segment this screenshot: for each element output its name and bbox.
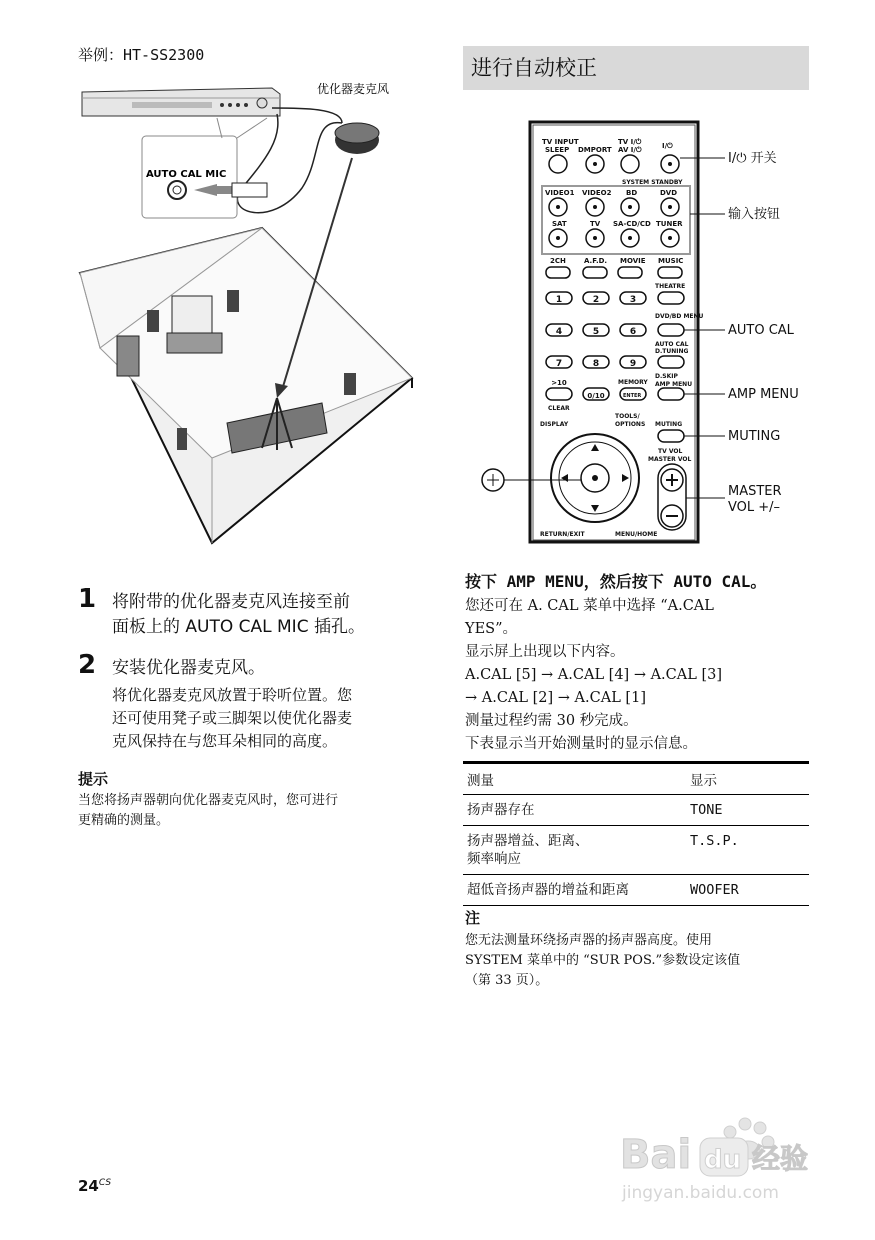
callout-auto-cal: AUTO CAL (728, 323, 794, 338)
step-1-number: 1 (78, 584, 97, 614)
step-1-title-line: 面板上的 AUTO CAL MIC 插孔。 (112, 617, 365, 637)
optimizer-microphone (335, 123, 379, 154)
label-auto-cal: AUTO CAL (655, 341, 689, 348)
label-tuner: TUNER (656, 220, 683, 228)
label-tv: TV (590, 220, 601, 228)
label-system-standby: SYSTEM STANDBY (622, 179, 683, 186)
note-line: （第 33 页）。 (465, 973, 549, 988)
step-2-body-line: 将优化器麦克风放置于聆听位置。您 (112, 686, 353, 704)
measurement-table (463, 761, 809, 906)
callout-master-vol-line1: MASTER (728, 484, 782, 499)
callout-amp-menu: AMP MENU (728, 387, 799, 402)
label-muting: MUTING (655, 421, 683, 428)
label-theatre: THEATRE (655, 283, 686, 290)
instruction-line: 显示屏上出现以下内容。 (465, 644, 625, 660)
cell-text: 超低音扬声器的增益和距离 (467, 882, 629, 898)
note-heading: 注 (465, 909, 481, 927)
directional-pad (551, 434, 639, 522)
master-volume-buttons (658, 464, 686, 530)
label-sleep: SLEEP (545, 146, 570, 154)
label-2ch: 2CH (550, 257, 566, 265)
instruction-line: A.CAL [5] → A.CAL [4] → A.CAL [3] (465, 667, 723, 683)
label-tools: TOOLS/ (615, 413, 640, 420)
step-2-title: 安装优化器麦克风。 (112, 658, 265, 678)
measurement-table-wrap (463, 761, 809, 906)
label-tv-power: TV I/⏻ (618, 138, 642, 146)
label-sacd: SA-CD/CD (613, 220, 651, 228)
step-2-number: 2 (78, 650, 97, 680)
tip-heading: 提示 (78, 770, 109, 788)
label-dvdbd-menu: DVD/BD MENU (655, 313, 704, 320)
step-2-body-line: 还可使用凳子或三脚架以使优化器麦 (112, 709, 353, 727)
page-number-value: 24 (78, 1177, 99, 1195)
num-7: 7 (555, 359, 563, 369)
label-video2: VIDEO2 (582, 189, 612, 197)
baidu-watermark (620, 1110, 830, 1210)
page-number-suffix: CS (98, 1178, 112, 1188)
instruction-heading: 按下 AMP MENU，然后按下 AUTO CAL。 (465, 572, 767, 591)
label-afd: A.F.D. (584, 257, 608, 265)
col-header-measurement: 测量 (463, 763, 686, 795)
cell-measurement (463, 795, 686, 826)
cell-text: 扬声器存在 (467, 802, 535, 818)
label-return-exit: RETURN/EXIT (540, 531, 585, 538)
num-3: 3 (629, 295, 637, 305)
label-av-power: AV I/⏻ (618, 146, 642, 154)
mic-label: 优化器麦克风 (317, 82, 390, 96)
auto-cal-mic-jack (142, 136, 267, 218)
callout-power: I/⏻ 开关 (728, 151, 777, 166)
room-box (80, 228, 412, 543)
setup-diagram (72, 78, 422, 558)
table-row (463, 795, 809, 826)
watermark-url: jingyan.baidu.com (622, 1183, 779, 1203)
label-dvd: DVD (660, 189, 678, 197)
cell-text: 扬声器增益、距离、 (467, 833, 589, 849)
cell-text: 频率响应 (467, 851, 521, 867)
step-2-body (112, 684, 352, 753)
jack-label: AUTO CAL MIC (146, 169, 227, 180)
label-dskip: D.SKIP (655, 373, 678, 380)
table-row (463, 875, 809, 906)
cell-display: WOOFER (686, 875, 809, 906)
note-body (465, 931, 740, 991)
num-4: 4 (555, 327, 563, 337)
section-title: 进行自动校正 (463, 46, 809, 90)
cell-display: T.S.P. (686, 826, 809, 875)
note-line: 您无法测量环绕扬声器的扬声器高度。使用 (465, 933, 713, 948)
example-label: 举例：HT-SS2300 (78, 46, 205, 64)
label-amp-menu: AMP MENU (655, 381, 693, 388)
note-line: SYSTEM 菜单中的 “SUR POS.”参数设定该值 (465, 953, 741, 968)
instruction-line: YES”。 (465, 621, 518, 637)
instruction-body (465, 595, 722, 756)
instruction-line: 您还可在 A. CAL 菜单中选择 “A.CAL (465, 598, 714, 614)
label-sat: SAT (552, 220, 567, 228)
label-master-vol: MASTER VOL (648, 456, 692, 463)
label-dtuning: D.TUNING (655, 348, 689, 355)
step-2-body-line: 克风保持在与您耳朵相同的高度。 (112, 732, 338, 750)
step-1-title (112, 590, 365, 640)
callout-input-buttons: 输入按钮 (728, 207, 781, 222)
num-2: 2 (592, 295, 600, 305)
num-1: 1 (555, 295, 563, 305)
label-power: I/⏻ (662, 142, 673, 150)
num-6: 6 (629, 327, 637, 337)
label-music: MUSIC (658, 257, 684, 265)
label-enter: ENTER (623, 393, 642, 399)
label-options: OPTIONS (615, 421, 646, 428)
label-bd: BD (626, 189, 638, 197)
page-number (78, 1177, 111, 1195)
num-5: 5 (592, 327, 600, 337)
watermark-brand-cn: 经验 (752, 1142, 809, 1175)
label-clear: CLEAR (548, 405, 570, 412)
step-1-title-line: 将附带的优化器麦克风连接至前 (112, 592, 350, 612)
num-gt10: >10 (551, 379, 567, 387)
svg-text:du: du (704, 1145, 742, 1175)
label-tv-input: TV INPUT (542, 138, 579, 146)
label-tv-vol: TV VOL (658, 448, 683, 455)
label-memory: MEMORY (618, 379, 648, 386)
table-row (463, 826, 809, 875)
tip-line: 当您将扬声器朝向优化器麦克风时，您可进行 (78, 793, 339, 808)
label-video1: VIDEO1 (545, 189, 575, 197)
col-header-display: 显示 (686, 763, 809, 795)
num-9: 9 (629, 359, 637, 369)
instruction-line: 测量过程约需 30 秒完成。 (465, 713, 638, 729)
callout-master-vol-line2: VOL +/– (728, 500, 781, 515)
cell-measurement (463, 826, 686, 875)
label-movie: MOVIE (620, 257, 646, 265)
instruction-line: → A.CAL [2] → A.CAL [1] (465, 690, 646, 706)
label-display: DISPLAY (540, 421, 569, 428)
label-menu-home: MENU/HOME (615, 531, 658, 538)
cell-display: TONE (686, 795, 809, 826)
num-8: 8 (592, 359, 600, 369)
instruction-line: 下表显示当开始测量时的显示信息。 (465, 736, 697, 752)
label-dmport: DMPORT (578, 146, 612, 154)
watermark-brand: Bai (620, 1132, 692, 1178)
cell-measurement (463, 875, 686, 906)
tip-line: 更精确的测量。 (78, 813, 170, 828)
receiver-unit (82, 88, 280, 116)
callout-muting: MUTING (728, 429, 781, 444)
num-0-10: 0/10 (587, 392, 605, 400)
tip-body (78, 791, 338, 831)
remote-control-diagram (470, 118, 820, 548)
